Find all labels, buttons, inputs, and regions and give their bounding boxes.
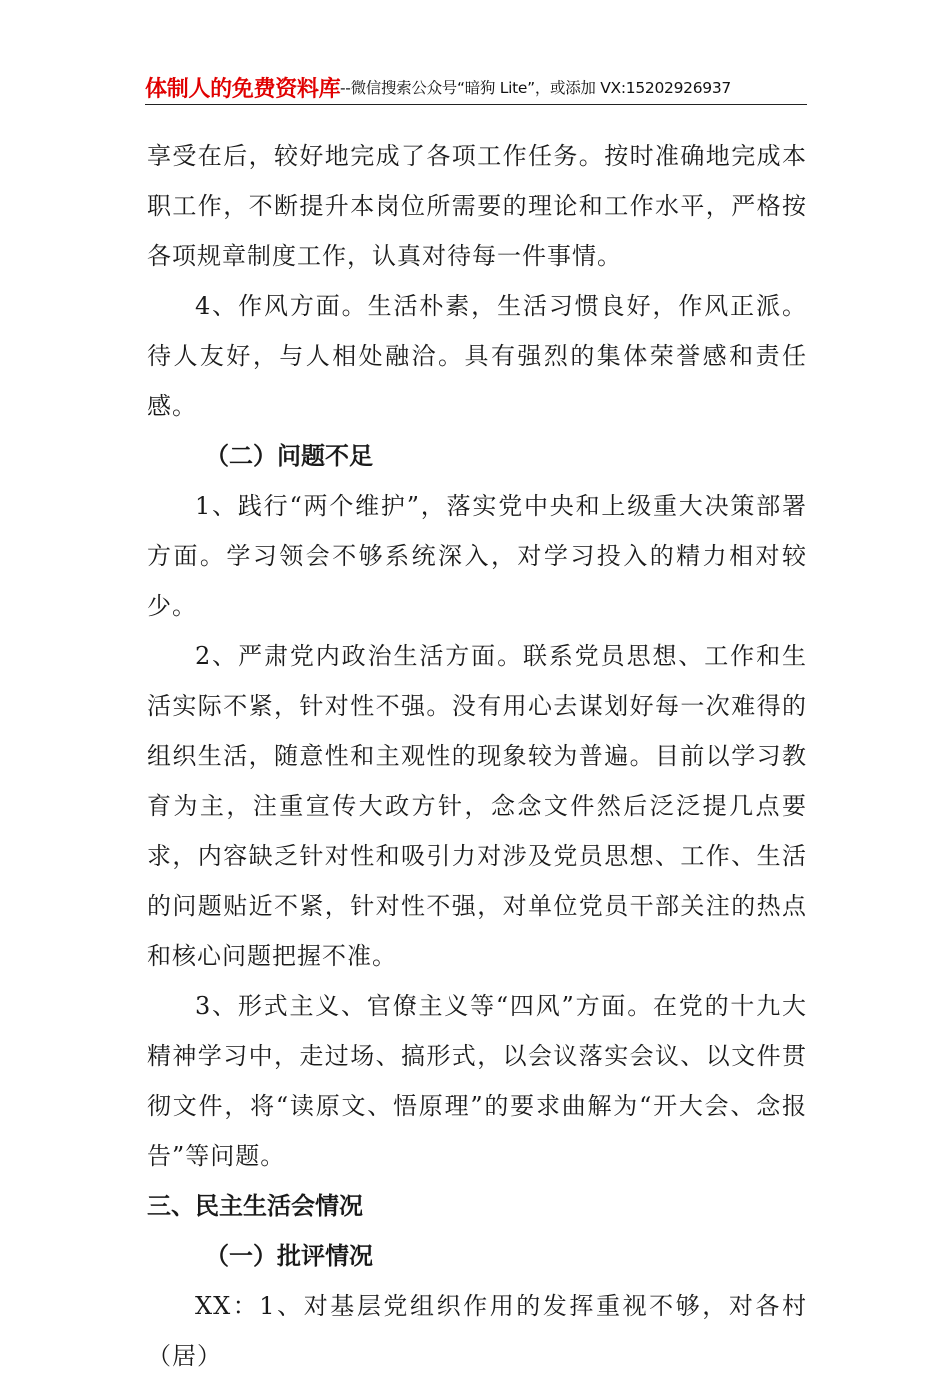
page-header: [145, 72, 807, 105]
contact-info: --微信搜索公众号“暗狗 Lite”，或添加 VX:15202926937: [340, 79, 731, 97]
paragraph: 1、践行“两个维护”，落实党中央和上级重大决策部署方面。学习领会不够系统深入，对学习投入的精力相对较少。: [147, 492, 807, 620]
subsection-heading: （一）批评情况: [205, 1242, 373, 1270]
subsection-heading: （二）问题不足: [205, 442, 373, 470]
paragraph: XX：1、对基层党组织作用的发挥重视不够，对各村（居）: [147, 1292, 807, 1370]
paragraph: 2、严肃党内政治生活方面。联系党员思想、工作和生活实际不紧，针对性不强。没有用心去谋划好每一次难得的组织生活，随意性和主观性的现象较为普遍。目前以学习教育为主，注重宣传大政方针，念念文件然后泛泛提几点要求，内容缺乏针对性和吸引力对涉及党员思想、工作、生活的问题贴近不紧，针对性不强，对单位党员干部关注的热点和核心问题把握不准。: [147, 642, 807, 970]
document-body: [147, 131, 807, 1381]
section-heading: 三、民主生活会情况: [147, 1192, 363, 1220]
brand-title: 体制人的免费资料库: [145, 77, 341, 102]
paragraph: 享受在后，较好地完成了各项工作任务。按时准确地完成本职工作，不断提升本岗位所需要的理论和工作水平，严格按各项规章制度工作，认真对待每一件事情。: [147, 142, 807, 270]
paragraph: 4、作风方面。生活朴素，生活习惯良好，作风正派。待人友好，与人相处融洽。具有强烈的集体荣誉感和责任感。: [147, 292, 807, 420]
paragraph: 3、形式主义、官僚主义等“四风”方面。在党的十九大精神学习中，走过场、搞形式，以会议落实会议、以文件贯彻文件，将“读原文、悟原理”的要求曲解为“开大会、念报告”等问题。: [147, 992, 807, 1170]
